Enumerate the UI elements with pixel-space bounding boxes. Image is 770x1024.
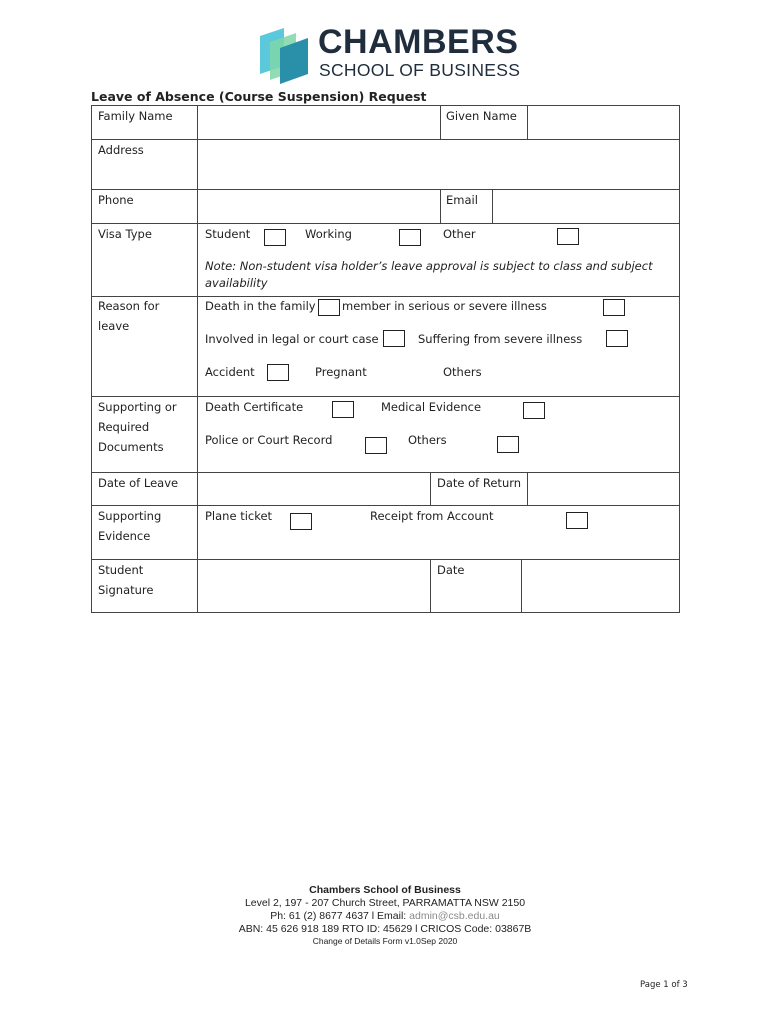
- date-field[interactable]: [522, 560, 678, 611]
- doc-death-cert-checkbox[interactable]: [332, 401, 354, 418]
- evidence-plane-checkbox[interactable]: [290, 513, 312, 530]
- reason-death-label: Death in the family: [205, 299, 316, 313]
- doc-medical-checkbox[interactable]: [523, 402, 545, 419]
- footer-abn: ABN: 45 626 918 189 RTO ID: 45629 l CRICOS Code: 03867B: [238, 923, 532, 935]
- reason-label-line1: Reason for: [98, 299, 160, 313]
- address-field[interactable]: [198, 140, 678, 188]
- email-field[interactable]: [493, 190, 678, 222]
- visa-student-checkbox[interactable]: [264, 229, 286, 246]
- docs-label-line1: Supporting or: [98, 400, 177, 414]
- page-number: Page 1 of 3: [640, 980, 688, 990]
- form-title: Leave of Absence (Course Suspension) Request: [91, 89, 427, 104]
- visa-note: Note: Non-student visa holder’s leave approval is subject to class and subject availability: [205, 259, 653, 290]
- signature-label-line2: Signature: [98, 583, 154, 597]
- evidence-plane-label: Plane ticket: [205, 509, 273, 523]
- visa-working-checkbox[interactable]: [399, 229, 421, 246]
- date-label: Date: [437, 563, 465, 577]
- docs-label-line3: Documents: [98, 440, 164, 454]
- reason-accident-label: Accident: [205, 365, 255, 379]
- doc-police-checkbox[interactable]: [365, 437, 387, 454]
- date-of-leave-field[interactable]: [198, 473, 429, 504]
- brand-subtitle: SCHOOL OF BUSINESS: [319, 60, 521, 80]
- doc-medical-label: Medical Evidence: [381, 400, 482, 414]
- evidence-receipt-label: Receipt from Account: [370, 509, 494, 523]
- evidence-label-line2: Evidence: [98, 529, 151, 543]
- visa-type-label: Visa Type: [98, 227, 152, 241]
- visa-working-label: Working: [305, 227, 352, 241]
- doc-others-label: Others: [408, 433, 447, 447]
- footer-address: Level 2, 197 - 207 Church Street, PARRAMATTA NSW 2150: [244, 897, 526, 909]
- date-of-leave-label: Date of Leave: [98, 476, 179, 490]
- reason-death-checkbox[interactable]: [318, 299, 340, 316]
- footer-org: Chambers School of Business: [309, 884, 461, 896]
- doc-others-checkbox[interactable]: [497, 436, 519, 453]
- brand-name: CHAMBERS: [318, 23, 519, 61]
- date-of-return-label: Date of Return: [437, 476, 522, 490]
- footer-contact: [0, 910, 770, 922]
- reason-legal-checkbox[interactable]: [383, 330, 405, 347]
- given-name-field[interactable]: [528, 106, 678, 138]
- date-of-return-field[interactable]: [528, 473, 678, 504]
- phone-label: Phone: [98, 193, 134, 207]
- email-label: Email: [446, 193, 478, 207]
- reason-illness-member-checkbox[interactable]: [603, 299, 625, 316]
- reason-others-label: Others: [443, 365, 482, 379]
- reason-label-line2: leave: [98, 319, 130, 333]
- signature-label-line1: Student: [98, 563, 144, 577]
- logo-mark-icon: [258, 22, 318, 84]
- doc-police-label: Police or Court Record: [205, 433, 333, 447]
- footer-phone: Ph: 61 (2) 8677 4637 l Email:: [270, 910, 410, 922]
- reason-severe-checkbox[interactable]: [606, 330, 628, 347]
- reason-accident-checkbox[interactable]: [267, 364, 289, 381]
- footer-version: Change of Details Form v1.0Sep 2020: [312, 936, 458, 946]
- footer-email-link[interactable]: admin@csb.edu.au: [409, 910, 500, 922]
- reason-pregnant-label: Pregnant: [315, 365, 367, 379]
- reason-illness-member-label: member in serious or severe illness: [342, 299, 547, 313]
- address-label: Address: [98, 143, 144, 157]
- evidence-receipt-checkbox[interactable]: [566, 512, 588, 529]
- logo: [258, 22, 521, 84]
- visa-student-label: Student: [205, 227, 251, 241]
- phone-field[interactable]: [198, 190, 439, 222]
- reason-legal-label: Involved in legal or court case: [205, 332, 379, 346]
- signature-field[interactable]: [198, 560, 429, 611]
- evidence-label-line1: Supporting: [98, 509, 162, 523]
- docs-label-line2: Required: [98, 420, 150, 434]
- reason-severe-label: Suffering from severe illness: [418, 332, 583, 346]
- doc-death-cert-label: Death Certificate: [205, 400, 304, 414]
- family-name-field[interactable]: [198, 106, 439, 138]
- visa-other-label: Other: [443, 227, 476, 241]
- visa-other-checkbox[interactable]: [557, 228, 579, 245]
- family-name-label: Family Name: [98, 109, 173, 123]
- given-name-label: Given Name: [446, 109, 517, 123]
